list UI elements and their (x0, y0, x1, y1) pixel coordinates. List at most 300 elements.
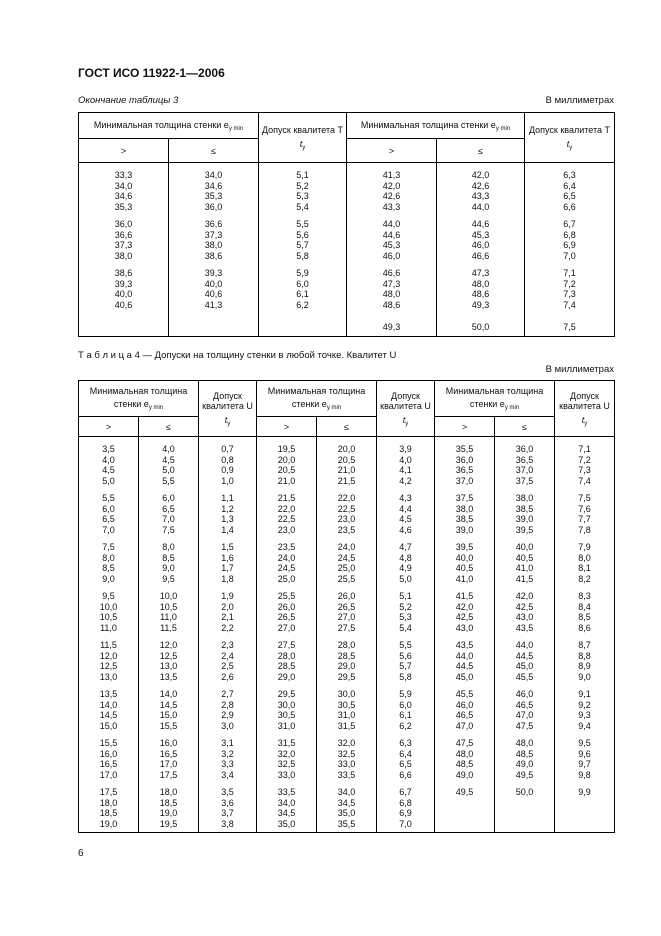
table-row (79, 710, 615, 721)
table-cell: 38,0 (435, 504, 495, 515)
table-cell: 5,5 (139, 476, 199, 487)
table-cell: 9,5 (79, 584, 139, 602)
table-cell: 41,0 (495, 563, 555, 574)
table-cell: 45,0 (435, 672, 495, 683)
table-cell: 7,5 (555, 486, 615, 504)
table-cell: 19,5 (139, 819, 199, 833)
table-cell: 30,0 (317, 682, 377, 700)
table-cell: 10,0 (79, 602, 139, 613)
table3-header-le-2: ≤ (437, 139, 525, 163)
table-cell: 20,0 (257, 455, 317, 466)
table-cell: 40,5 (435, 563, 495, 574)
table-row (79, 251, 615, 262)
table-cell: 5,2 (259, 181, 347, 192)
table-cell: 48,5 (495, 749, 555, 760)
table-cell: 9,2 (555, 700, 615, 711)
table-cell: 23,0 (317, 514, 377, 525)
table-cell: 7,1 (555, 437, 615, 455)
table4-header-tol: Допуск квалитета U $t_y$ (555, 381, 615, 437)
table-cell: 22,5 (257, 514, 317, 525)
table-cell: 42,6 (347, 191, 437, 202)
table-cell: 8,4 (555, 602, 615, 613)
table-cell: 4,3 (377, 486, 435, 504)
table-cell: 40,6 (169, 289, 259, 300)
table-cell: 1,2 (199, 504, 257, 515)
table4-header-tol: Допуск квалитета U $t_y$ (377, 381, 435, 437)
table-cell: 1,9 (199, 584, 257, 602)
table-cell: 21,5 (317, 476, 377, 487)
table-cell: 2,1 (199, 612, 257, 623)
table-cell: 6,5 (79, 514, 139, 525)
table-cell: 6,9 (525, 240, 615, 251)
table-row (79, 437, 615, 455)
table-cell: 7,2 (555, 455, 615, 466)
table-cell: 6,3 (525, 163, 615, 181)
table-row (79, 525, 615, 536)
table-cell: 9,8 (555, 770, 615, 781)
table-cell: 9,5 (139, 574, 199, 585)
table-cell: 16,0 (79, 749, 139, 760)
table-cell: 9,0 (139, 563, 199, 574)
table-cell: 25,5 (317, 574, 377, 585)
table-cell: 5,2 (377, 602, 435, 613)
table-cell: 30,0 (257, 700, 317, 711)
table-cell: 20,5 (257, 465, 317, 476)
table-cell: 20,5 (317, 455, 377, 466)
table-row (79, 721, 615, 732)
table-cell: 14,5 (79, 710, 139, 721)
table-cell: 39,0 (495, 514, 555, 525)
table-row (79, 261, 615, 279)
table-cell: 50,0 (495, 780, 555, 798)
table-cell: 7,3 (525, 289, 615, 300)
table-row (79, 602, 615, 613)
table-cell: 11,0 (139, 612, 199, 623)
table-cell: 41,5 (495, 574, 555, 585)
table-cell: 35,5 (435, 437, 495, 455)
table-cell: 38,0 (495, 486, 555, 504)
table-row (79, 770, 615, 781)
table-cell: 42,5 (495, 602, 555, 613)
table-cell: 7,8 (555, 525, 615, 536)
table-row (79, 623, 615, 634)
table-row (79, 780, 615, 798)
table-cell: 44,0 (495, 633, 555, 651)
table-cell: 6,6 (525, 202, 615, 213)
table-cell: 6,5 (525, 191, 615, 202)
table-cell: 1,0 (199, 476, 257, 487)
table-cell: 39,0 (435, 525, 495, 536)
table-cell: 4,4 (377, 504, 435, 515)
table-cell: 7,4 (525, 300, 615, 315)
table4-header-min: Минимальная толщина стенки $e_{y min}$ (257, 381, 377, 417)
table-cell (169, 314, 259, 336)
table-cell: 46,0 (495, 682, 555, 700)
table-cell: 1,1 (199, 486, 257, 504)
table-cell: 36,5 (435, 465, 495, 476)
table-cell: 23,0 (257, 525, 317, 536)
table3-units: В миллиметрах (545, 95, 614, 106)
table-cell: 7,2 (525, 279, 615, 290)
table-cell: 9,4 (555, 721, 615, 732)
table-cell: 18,0 (79, 798, 139, 809)
table-cell: 3,8 (199, 819, 257, 833)
table-cell: 33,5 (317, 770, 377, 781)
table-cell: 34,6 (79, 191, 169, 202)
table-row (79, 633, 615, 651)
table-cell (495, 819, 555, 833)
table-cell: 6,0 (79, 504, 139, 515)
table-row (79, 240, 615, 251)
table-cell: 12,0 (139, 633, 199, 651)
table-cell: 41,3 (169, 300, 259, 315)
table-cell: 8,5 (555, 612, 615, 623)
table-cell: 33,3 (79, 163, 169, 181)
table-cell: 44,6 (437, 212, 525, 230)
table-cell: 7,9 (555, 535, 615, 553)
table-cell: 24,5 (317, 553, 377, 564)
table-row (79, 163, 615, 181)
table4-caption: Т а б л и ц а 4 — Допуски на толщину стенки в любой точке. Квалитет U (78, 350, 397, 361)
table-cell: 4,7 (377, 535, 435, 553)
table-cell: 32,0 (317, 731, 377, 749)
table-cell: 29,0 (257, 672, 317, 683)
table-cell: 35,5 (317, 819, 377, 833)
table-cell: 1,3 (199, 514, 257, 525)
table-cell: 16,5 (139, 749, 199, 760)
table-cell: 49,3 (437, 300, 525, 315)
table-cell: 5,4 (259, 202, 347, 213)
table-cell: 2,7 (199, 682, 257, 700)
table-row (79, 230, 615, 241)
table-cell: 48,0 (435, 749, 495, 760)
table-cell: 45,5 (435, 682, 495, 700)
table-row (79, 553, 615, 564)
table-cell: 40,0 (435, 553, 495, 564)
table-row (79, 514, 615, 525)
table-cell: 38,0 (79, 251, 169, 262)
table-cell: 8,0 (139, 535, 199, 553)
table-cell: 34,6 (169, 181, 259, 192)
table-cell: 30,5 (257, 710, 317, 721)
table-cell: 42,0 (495, 584, 555, 602)
table-cell: 15,5 (79, 731, 139, 749)
table3-header-tol-2: Допуск квалитета Т $t_y$ (525, 113, 615, 163)
table-cell: 9,6 (555, 749, 615, 760)
table-cell: 8,6 (555, 623, 615, 634)
table-cell: 24,5 (257, 563, 317, 574)
table-cell: 5,0 (377, 574, 435, 585)
table-cell: 10,0 (139, 584, 199, 602)
table-cell: 12,5 (139, 651, 199, 662)
table-cell: 2,5 (199, 661, 257, 672)
table-cell: 31,5 (257, 731, 317, 749)
table-cell: 9,0 (79, 574, 139, 585)
table4-header-gt: > (435, 417, 495, 437)
table-cell: 4,5 (139, 455, 199, 466)
table-cell: 25,5 (257, 584, 317, 602)
table4 (78, 380, 615, 833)
table-row (79, 486, 615, 504)
table-cell: 5,1 (259, 163, 347, 181)
table-cell: 3,5 (199, 780, 257, 798)
table-cell: 28,0 (257, 651, 317, 662)
table-cell: 6,0 (259, 279, 347, 290)
table-cell: 28,5 (317, 651, 377, 662)
table-cell: 47,5 (435, 731, 495, 749)
table-cell: 34,5 (317, 798, 377, 809)
table-cell: 42,6 (437, 181, 525, 192)
table-cell: 3,3 (199, 759, 257, 770)
table-cell: 8,8 (555, 651, 615, 662)
table-cell: 11,5 (139, 623, 199, 634)
table-cell: 17,0 (79, 770, 139, 781)
table-cell: 23,5 (257, 535, 317, 553)
table-cell: 6,1 (377, 710, 435, 721)
table-cell: 3,1 (199, 731, 257, 749)
table-cell: 13,5 (79, 682, 139, 700)
table-cell: 49,5 (495, 770, 555, 781)
table-cell: 13,0 (79, 672, 139, 683)
table-cell: 39,3 (79, 279, 169, 290)
table-cell: 0,7 (199, 437, 257, 455)
table-cell: 6,7 (525, 212, 615, 230)
page-number: 6 (78, 848, 84, 859)
table-cell: 6,4 (377, 749, 435, 760)
table-cell: 15,0 (79, 721, 139, 732)
table-cell: 5,4 (377, 623, 435, 634)
table-cell: 7,5 (79, 535, 139, 553)
table-cell: 34,0 (169, 163, 259, 181)
table-row (79, 535, 615, 553)
table-cell: 3,5 (79, 437, 139, 455)
table-cell: 18,5 (139, 798, 199, 809)
table-cell: 47,0 (495, 710, 555, 721)
table-cell: 40,6 (79, 300, 169, 315)
table-cell: 3,4 (199, 770, 257, 781)
table-cell: 8,0 (555, 553, 615, 564)
table-cell: 12,5 (79, 661, 139, 672)
table-cell: 19,5 (257, 437, 317, 455)
table-cell: 4,0 (139, 437, 199, 455)
table-cell: 7,4 (555, 476, 615, 487)
table4-header-min: Минимальная толщина стенки $e_{y min}$ (79, 381, 199, 417)
table-row (79, 476, 615, 487)
table-cell: 36,6 (79, 230, 169, 241)
table-cell: 46,0 (435, 700, 495, 711)
table-cell: 10,5 (139, 602, 199, 613)
table-cell: 42,0 (437, 163, 525, 181)
table-cell: 29,0 (317, 661, 377, 672)
table-row (79, 574, 615, 585)
table-cell: 49,5 (435, 780, 495, 798)
table-cell: 9,0 (555, 672, 615, 683)
table-cell: 4,0 (377, 455, 435, 466)
table-row (79, 191, 615, 202)
table-cell: 21,0 (257, 476, 317, 487)
table-cell: 14,0 (139, 682, 199, 700)
table-cell: 45,5 (495, 672, 555, 683)
table-cell: 8,2 (555, 574, 615, 585)
table-cell (259, 314, 347, 336)
table-cell: 2,2 (199, 623, 257, 634)
table-cell: 3,0 (199, 721, 257, 732)
table-cell: 5,0 (79, 476, 139, 487)
table-cell: 2,3 (199, 633, 257, 651)
table-cell: 7,6 (555, 504, 615, 515)
table-cell: 39,3 (169, 261, 259, 279)
table-cell: 45,3 (437, 230, 525, 241)
table3-header-tol: Допуск квалитета Т $t_y$ (259, 113, 347, 163)
table-row (79, 759, 615, 770)
table-cell: 12,0 (79, 651, 139, 662)
table-cell: 48,6 (437, 289, 525, 300)
table-cell: 7,0 (377, 819, 435, 833)
table-cell: 39,5 (495, 525, 555, 536)
table-cell: 35,0 (317, 808, 377, 819)
table-cell: 15,5 (139, 721, 199, 732)
table-cell: 9,9 (555, 780, 615, 798)
table-cell: 6,6 (377, 770, 435, 781)
table-cell: 41,3 (347, 163, 437, 181)
table-cell: 21,0 (317, 465, 377, 476)
table-cell: 44,0 (437, 202, 525, 213)
table-cell: 38,5 (435, 514, 495, 525)
table-cell: 35,0 (257, 819, 317, 833)
table-cell: 41,5 (435, 584, 495, 602)
table-cell: 47,3 (437, 261, 525, 279)
table-cell: 6,8 (525, 230, 615, 241)
table-cell (435, 808, 495, 819)
table-cell: 5,6 (377, 651, 435, 662)
table-cell: 7,1 (525, 261, 615, 279)
table-cell: 44,0 (347, 212, 437, 230)
table-cell: 21,5 (257, 486, 317, 504)
table-cell: 38,5 (495, 504, 555, 515)
table4-header-gt: > (257, 417, 317, 437)
table-cell: 5,6 (259, 230, 347, 241)
table-cell: 4,0 (79, 455, 139, 466)
table-cell: 10,5 (79, 612, 139, 623)
table-cell: 31,0 (317, 710, 377, 721)
table-cell: 9,5 (555, 731, 615, 749)
table-cell: 8,5 (139, 553, 199, 564)
table-cell: 38,6 (169, 251, 259, 262)
table-cell: 48,0 (495, 731, 555, 749)
table-cell (435, 798, 495, 809)
table-cell: 0,8 (199, 455, 257, 466)
table-cell: 7,5 (525, 314, 615, 336)
table-cell: 48,5 (435, 759, 495, 770)
table-row (79, 455, 615, 466)
table-cell: 50,0 (437, 314, 525, 336)
table-cell: 27,0 (257, 623, 317, 634)
table-cell: 2,6 (199, 672, 257, 683)
table-cell: 28,0 (317, 633, 377, 651)
table-cell: 4,1 (377, 465, 435, 476)
table3-header-min-2: Минимальная толщина стенки $e_{y min}$ (347, 113, 525, 139)
table-row (79, 289, 615, 300)
table-cell: 38,0 (169, 240, 259, 251)
table-cell: 5,5 (79, 486, 139, 504)
table-cell: 3,2 (199, 749, 257, 760)
table-row (79, 563, 615, 574)
table-cell: 18,0 (139, 780, 199, 798)
table-cell: 5,0 (139, 465, 199, 476)
table4-header-gt: > (79, 417, 139, 437)
table-cell: 42,5 (435, 612, 495, 623)
table-row (79, 700, 615, 711)
table-cell: 5,5 (259, 212, 347, 230)
table-cell: 6,3 (377, 731, 435, 749)
table-cell: 24,0 (317, 535, 377, 553)
table-cell: 6,2 (259, 300, 347, 315)
table-cell: 7,3 (555, 465, 615, 476)
table4-header-min: Минимальная толщина стенки $e_{y min}$ (435, 381, 555, 417)
table-row (79, 808, 615, 819)
table-cell: 37,0 (495, 465, 555, 476)
table-row (79, 749, 615, 760)
table-cell: 6,8 (377, 798, 435, 809)
table-cell: 6,0 (139, 486, 199, 504)
table-cell: 47,3 (347, 279, 437, 290)
table-cell: 35,3 (169, 191, 259, 202)
table-cell: 36,0 (79, 212, 169, 230)
table-cell: 46,0 (347, 251, 437, 262)
table-cell: 1,5 (199, 535, 257, 553)
table-cell: 40,5 (495, 553, 555, 564)
table-cell: 44,0 (435, 651, 495, 662)
table4-header-le: ≤ (317, 417, 377, 437)
table-row (79, 584, 615, 602)
table-cell: 1,7 (199, 563, 257, 574)
table-cell: 48,0 (437, 279, 525, 290)
table-row (79, 682, 615, 700)
table4-units: В миллиметрах (545, 364, 614, 375)
table-cell: 49,3 (347, 314, 437, 336)
table-cell: 9,1 (555, 682, 615, 700)
table-cell: 37,5 (495, 476, 555, 487)
table-cell: 32,5 (257, 759, 317, 770)
table-cell: 17,5 (139, 770, 199, 781)
table-cell: 13,5 (139, 672, 199, 683)
table-cell: 43,0 (495, 612, 555, 623)
table-row (79, 819, 615, 833)
table-cell: 6,4 (525, 181, 615, 192)
table-row (79, 181, 615, 192)
table-cell: 6,9 (377, 808, 435, 819)
table-cell: 44,5 (435, 661, 495, 672)
table-cell: 35,3 (79, 202, 169, 213)
table-cell: 3,6 (199, 798, 257, 809)
table-cell: 34,5 (257, 808, 317, 819)
table-row (79, 212, 615, 230)
table-cell: 8,1 (555, 563, 615, 574)
table-cell: 40,0 (169, 279, 259, 290)
table-cell: 7,5 (139, 525, 199, 536)
table-cell: 5,7 (259, 240, 347, 251)
table-cell: 46,0 (437, 240, 525, 251)
table-cell: 44,5 (495, 651, 555, 662)
table-cell: 5,3 (377, 612, 435, 623)
table-cell: 22,5 (317, 504, 377, 515)
table-cell: 22,0 (317, 486, 377, 504)
table-cell: 40,0 (495, 535, 555, 553)
table4-header-tol: Допуск квалитета U $t_y$ (199, 381, 257, 437)
table-cell: 4,9 (377, 563, 435, 574)
table-cell: 34,0 (79, 181, 169, 192)
table-cell: 7,7 (555, 514, 615, 525)
